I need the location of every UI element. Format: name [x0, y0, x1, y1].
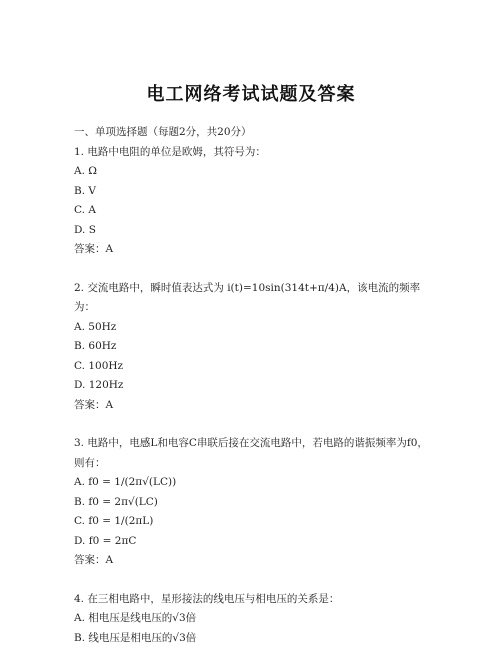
- option-c: C. 100Hz: [74, 359, 124, 372]
- page-title: 电工网络考试试题及答案: [146, 84, 356, 105]
- option-a: A. Ω: [74, 165, 97, 177]
- option-a: A. f0 = 1/(2π√(LC)): [74, 476, 177, 488]
- spacer: [74, 260, 434, 279]
- option-d: D. f0 = 2πC: [74, 534, 137, 547]
- question-1: [74, 143, 434, 260]
- option-b: B. V: [74, 184, 96, 197]
- question-stem: 3. 电路中，电感L和电容C串联后接在交流电路中，若电路的谐振频率为f0，则有：: [74, 437, 428, 469]
- option-a: A. 50Hz: [74, 320, 117, 333]
- answer-line: 答案：A: [74, 398, 114, 411]
- option-c: C. A: [74, 204, 96, 216]
- option-d: D. 120Hz: [74, 379, 124, 391]
- answer-line: 答案：A: [74, 554, 114, 566]
- document-body: [74, 123, 434, 648]
- question-stem: 4. 在三相电路中，星形接法的线电压与相电压的关系是：: [74, 592, 340, 605]
- option-d: D. S: [74, 223, 96, 236]
- spacer: [74, 571, 434, 590]
- section-heading: 一、单项选择题（每题2分，共20分）: [74, 126, 252, 138]
- answer-line: 答案：A: [74, 243, 114, 255]
- question-3: [74, 434, 434, 571]
- option-b: B. 线电压是相电压的√3倍: [74, 631, 197, 644]
- question-stem: 1. 电路中电阻的单位是欧姆，其符号为：: [74, 145, 266, 158]
- question-2: [74, 279, 434, 416]
- option-b: B. f0 = 2π√(LC): [74, 495, 158, 508]
- question-4: [74, 590, 434, 649]
- spacer: [74, 415, 434, 434]
- question-stem: 2. 交流电路中，瞬时值表达式为 i(t)=10sin(314t+π/4)A，该电流的频率为：: [74, 281, 421, 313]
- option-c: C. f0 = 1/(2πL): [74, 515, 154, 527]
- option-b: B. 60Hz: [74, 340, 117, 352]
- option-a: A. 相电压是线电压的√3倍: [74, 612, 197, 624]
